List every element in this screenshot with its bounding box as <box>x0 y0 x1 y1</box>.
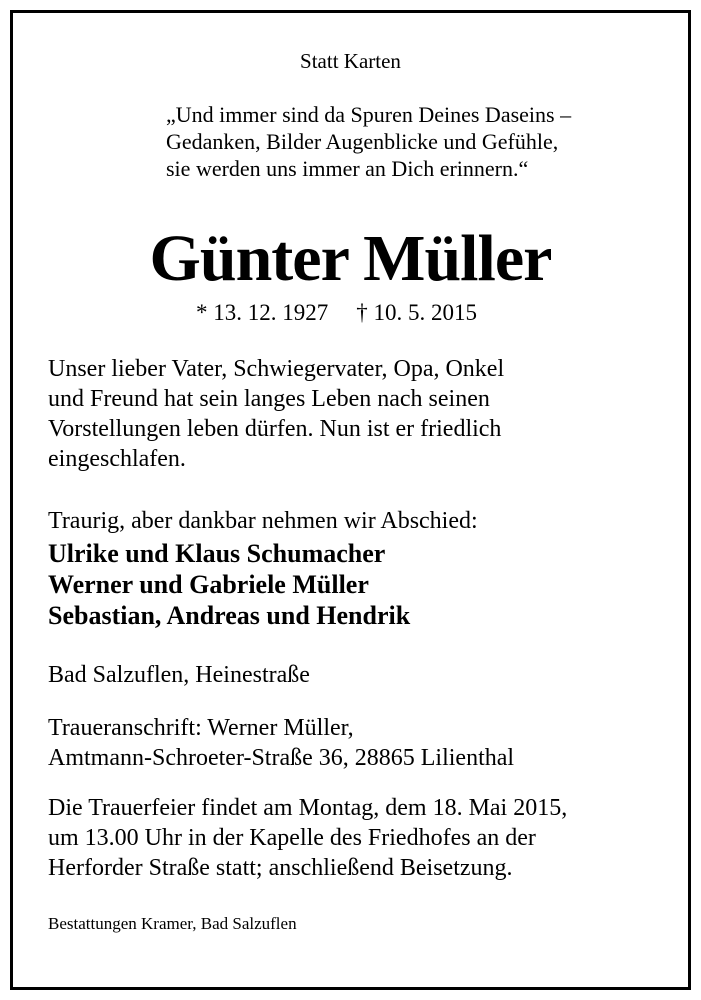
mourner-line: Ulrike und Klaus Schumacher <box>48 539 386 568</box>
quote-line: sie werden uns immer an Dich erinnern.“ <box>166 156 529 181</box>
place-line: Bad Salzuflen, Heinestraße <box>48 662 310 688</box>
address-line: Traueranschrift: Werner Müller, <box>48 715 354 741</box>
header-note: Statt Karten <box>300 49 401 73</box>
quote-line: „Und immer sind da Spuren Deines Daseins – <box>166 102 572 127</box>
ceremony-info <box>48 793 567 883</box>
mourner-line: Werner und Gabriele Müller <box>48 570 369 599</box>
quote-line: Gedanken, Bilder Augenblicke und Gefühle, <box>166 129 559 154</box>
intro-text <box>48 354 504 474</box>
memorial-quote <box>166 101 571 182</box>
life-dates <box>196 300 477 326</box>
intro-line: Vorstellungen leben dürfen. Nun ist er friedlich <box>48 416 502 442</box>
birth-date: * 13. 12. 1927 <box>196 300 329 325</box>
ceremony-line: Die Trauerfeier findet am Montag, dem 18. Mai 2015, <box>48 795 568 821</box>
ceremony-line: um 13.00 Uhr in der Kapelle des Friedhofes an der <box>48 825 536 851</box>
undertaker-credit: Bestattungen Kramer, Bad Salzuflen <box>48 914 297 933</box>
intro-line: Unser lieber Vater, Schwiegervater, Opa, Onkel <box>48 356 505 382</box>
mourning-address <box>48 713 514 773</box>
mourners-list <box>48 538 410 631</box>
address-line: Amtmann-Schroeter-Straße 36, 28865 Lilienthal <box>48 745 515 771</box>
ceremony-line: Herforder Straße statt; anschließend Beisetzung. <box>48 855 513 881</box>
death-date: † 10. 5. 2015 <box>356 300 477 325</box>
intro-line: eingeschlafen. <box>48 446 186 472</box>
intro-line: und Freund hat sein langes Leben nach seinen <box>48 386 490 412</box>
farewell-line: Traurig, aber dankbar nehmen wir Abschied: <box>48 508 478 534</box>
mourner-line: Sebastian, Andreas und Hendrik <box>48 601 411 630</box>
deceased-name: Günter Müller <box>149 222 552 295</box>
